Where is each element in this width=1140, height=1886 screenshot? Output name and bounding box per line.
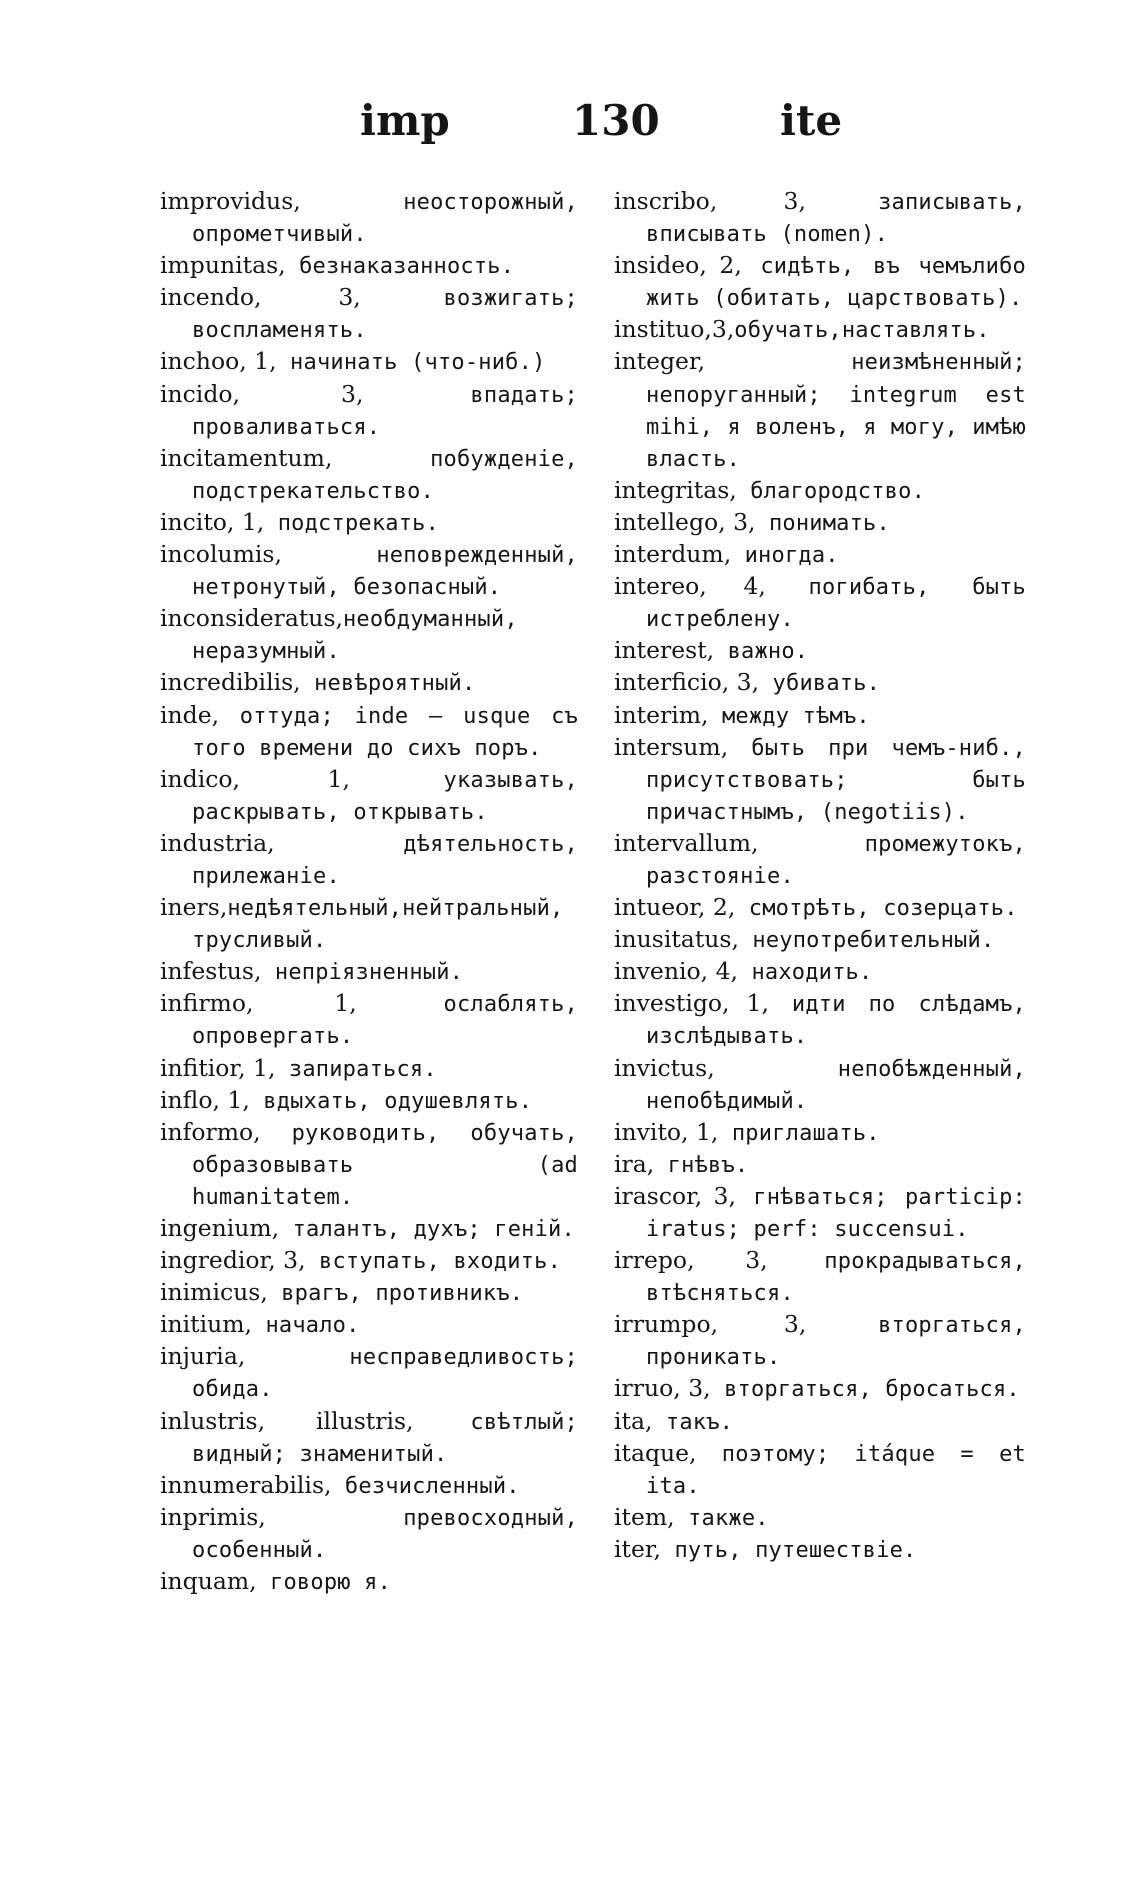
- dictionary-entry: [614, 700, 1026, 732]
- entry-lemma: item,: [614, 1502, 675, 1531]
- entry-lemma: incredibilis,: [160, 668, 301, 697]
- dictionary-entry: [160, 1053, 578, 1085]
- entry-gloss: такъ.: [652, 1409, 734, 1435]
- dictionary-entry: [614, 892, 1026, 924]
- entry-gloss: свѣтлый; видный; знаменитый.: [192, 1409, 578, 1467]
- entry-gloss: погибать, быть истреблену.: [646, 575, 1026, 633]
- entry-lemma: integritas,: [614, 475, 737, 504]
- entry-gloss: промежутокъ, разстояніе.: [646, 831, 1026, 889]
- left-guide-word: imp: [360, 96, 450, 145]
- dictionary-entry: [614, 507, 1026, 539]
- right-column: [614, 186, 1026, 1566]
- entry-lemma: indico, 1,: [160, 764, 350, 793]
- dictionary-entry: [614, 1373, 1026, 1405]
- entry-gloss: убивать.: [759, 671, 881, 697]
- entry-gloss: смотрѣть, созерцать.: [735, 896, 1018, 922]
- entry-lemma: iners,: [160, 893, 228, 922]
- entry-lemma: inprimis,: [160, 1502, 266, 1531]
- entry-gloss: иногда.: [731, 543, 839, 569]
- dictionary-entry: [160, 764, 578, 828]
- dictionary-entry: [160, 700, 578, 764]
- entry-gloss: неизмѣненный; непоруганный; integrum est mihi, я воленъ, я могу, имѣю власть.: [646, 350, 1026, 472]
- entry-lemma: intervallum,: [614, 828, 759, 857]
- dictionary-entry: [614, 1406, 1026, 1438]
- dictionary-entry: [160, 1213, 578, 1245]
- dictionary-entry: [614, 1149, 1026, 1181]
- entry-gloss: путь, путешествіе.: [661, 1537, 917, 1563]
- entry-gloss: необдуманный, неразумный.: [192, 607, 518, 665]
- entry-lemma: intueor, 2,: [614, 893, 736, 922]
- entry-lemma: irascor, 3,: [614, 1181, 736, 1210]
- entry-gloss: понимать.: [755, 510, 890, 536]
- entry-lemma: injuria,: [160, 1342, 246, 1371]
- entry-gloss: невѣроятный.: [300, 671, 476, 697]
- dictionary-entry: [160, 539, 578, 603]
- entry-gloss: талантъ, духъ; геній.: [279, 1217, 575, 1242]
- entry-gloss: неповрежденный, нетронутый, безопасный.: [192, 543, 578, 601]
- dictionary-entry: [614, 732, 1026, 828]
- right-guide-word: ite: [780, 96, 843, 145]
- dictionary-entry: [160, 1245, 578, 1277]
- dictionary-entry: [160, 603, 578, 667]
- entry-lemma: insideo, 2,: [614, 251, 742, 280]
- entry-lemma: irrumpo, 3,: [614, 1310, 807, 1339]
- dictionary-entry: [160, 828, 578, 892]
- entry-lemma: initium,: [160, 1310, 253, 1339]
- entry-gloss: превосходный, особенный.: [192, 1505, 578, 1563]
- entry-gloss: указывать, раскрывать, открывать.: [192, 767, 578, 825]
- entry-lemma: ingredior, 3,: [160, 1246, 306, 1275]
- entry-lemma: interdum,: [614, 540, 732, 569]
- entry-lemma: impunitas,: [160, 251, 286, 280]
- dictionary-entry: [614, 1438, 1026, 1502]
- dictionary-entry: [160, 1309, 578, 1341]
- entry-gloss: вступать, входить.: [305, 1249, 562, 1275]
- dictionary-entry: [160, 250, 578, 282]
- entry-lemma: incitamentum,: [160, 443, 333, 472]
- entry-gloss: возжигать; воспламенять.: [192, 286, 578, 344]
- entry-gloss: вдыхать, одушевлять.: [249, 1088, 533, 1114]
- dictionary-entry: [614, 1181, 1026, 1245]
- page-header: [0, 96, 1140, 156]
- entry-lemma: inimicus,: [160, 1278, 268, 1307]
- dictionary-entry: [614, 1534, 1026, 1566]
- dictionary-entry: [614, 828, 1026, 892]
- dictionary-entry: [160, 1085, 578, 1117]
- entry-lemma: incido, 3,: [160, 379, 364, 408]
- dictionary-entry: [614, 924, 1026, 956]
- entry-lemma: infirmo, 1,: [160, 989, 357, 1018]
- entry-gloss: записывать, вписывать (nomen).: [646, 190, 1026, 248]
- entry-lemma: industria,: [160, 828, 275, 857]
- entry-lemma: incito, 1,: [160, 507, 265, 536]
- dictionary-entry: [160, 1470, 578, 1502]
- entry-gloss: впадать; проваливаться.: [192, 382, 578, 440]
- entry-lemma: iter,: [614, 1534, 661, 1563]
- entry-gloss: безчисленный.: [331, 1473, 520, 1499]
- entry-gloss: поэтому; itáque = et ita.: [646, 1441, 1026, 1499]
- entry-gloss: благородство.: [736, 478, 926, 504]
- dictionary-entry: [160, 667, 578, 699]
- entry-gloss: неупотребительный.: [738, 928, 995, 954]
- entry-lemma: invictus,: [614, 1053, 715, 1082]
- entry-lemma: incolumis,: [160, 540, 282, 569]
- entry-gloss: врагъ, противникъ.: [267, 1281, 524, 1307]
- dictionary-entry: [160, 1341, 578, 1405]
- entry-lemma: invito, 1,: [614, 1117, 719, 1146]
- entry-lemma: ira,: [614, 1149, 655, 1178]
- dictionary-entry: [160, 892, 578, 956]
- entry-gloss: неосторожный, опрометчивый.: [192, 190, 578, 248]
- entry-gloss: несправедливость; обида.: [192, 1345, 578, 1403]
- entry-gloss: также.: [674, 1505, 769, 1531]
- entry-lemma: inusitatus,: [614, 925, 739, 954]
- dictionary-entry: [614, 1309, 1026, 1373]
- entry-lemma: instituo,3,: [614, 315, 735, 344]
- entry-gloss: быть при чемъ-ниб., присутствовать; быть причастнымъ, (negotiis).: [646, 735, 1026, 825]
- entry-gloss: находить.: [738, 960, 873, 986]
- entry-gloss: обучать,наставлять.: [734, 318, 990, 344]
- dictionary-entry: [160, 379, 578, 443]
- entry-gloss: прокрадываться, втѣсняться.: [646, 1249, 1026, 1307]
- entry-lemma: incendo, 3,: [160, 283, 361, 312]
- dictionary-entry: [614, 186, 1026, 250]
- dictionary-entry: [614, 635, 1026, 667]
- dictionary-entry: [160, 443, 578, 507]
- entry-lemma: interficio, 3,: [614, 668, 760, 697]
- entry-gloss: непобѣжденный, непобѣдимый.: [646, 1056, 1026, 1114]
- dictionary-entry: [614, 956, 1026, 988]
- entry-lemma: investigo, 1,: [614, 989, 769, 1018]
- entry-gloss: важно.: [714, 639, 809, 665]
- entry-lemma: intellego, 3,: [614, 507, 756, 536]
- entry-lemma: inconsideratus,: [160, 604, 343, 633]
- entry-gloss: гнѣваться; particip: iratus; perf: succensui.: [646, 1184, 1026, 1242]
- entry-gloss: непріязненный.: [261, 960, 464, 986]
- dictionary-entry: [614, 988, 1026, 1052]
- entry-lemma: inlustris, illustris,: [160, 1406, 414, 1435]
- entry-gloss: ослаблять, опровергать.: [192, 992, 578, 1050]
- entry-gloss: идти по слѣдамъ, изслѣдывать.: [646, 992, 1027, 1050]
- entry-gloss: начало.: [252, 1313, 360, 1339]
- dictionary-entry: [160, 507, 578, 539]
- dictionary-entry: [614, 1053, 1026, 1117]
- dictionary-entry: [160, 956, 578, 988]
- dictionary-entry: [614, 539, 1026, 571]
- entry-gloss: безнаказанность.: [285, 254, 515, 280]
- dictionary-entry: [160, 346, 578, 378]
- entry-lemma: inquam,: [160, 1567, 257, 1596]
- dictionary-entry: [160, 1406, 578, 1470]
- entry-gloss: запираться.: [275, 1056, 437, 1082]
- dictionary-entry: [160, 1117, 578, 1213]
- dictionary-entry: [160, 1566, 578, 1598]
- dictionary-entry: [614, 571, 1026, 635]
- dictionary-entry: [614, 1245, 1026, 1309]
- entry-lemma: improvidus,: [160, 187, 301, 215]
- entry-lemma: inflo, 1,: [160, 1085, 250, 1114]
- dictionary-entry: [160, 186, 578, 250]
- entry-gloss: недѣятельный,нейтральный, трусливый.: [192, 896, 564, 954]
- entry-lemma: ingenium,: [160, 1214, 280, 1242]
- dictionary-entry: [614, 250, 1026, 314]
- entry-lemma: intereo, 4,: [614, 572, 766, 601]
- entry-gloss: вторгаться, бросаться.: [710, 1377, 1020, 1403]
- entry-lemma: inde,: [160, 700, 220, 729]
- entry-gloss: между тѣмъ.: [708, 703, 870, 729]
- entry-gloss: дѣятельность, прилежаніе.: [192, 831, 578, 889]
- dictionary-entry: [160, 988, 578, 1052]
- dictionary-entry: [160, 1277, 578, 1309]
- entry-lemma: irrepo, 3,: [614, 1246, 768, 1275]
- entry-lemma: integer,: [614, 347, 706, 376]
- entry-gloss: руководить, обучать, образовывать (ad humanitatem.: [192, 1120, 578, 1210]
- entry-lemma: intersum,: [614, 732, 729, 761]
- entry-gloss: говорю я.: [256, 1570, 392, 1596]
- entry-gloss: оттуда; inde — usque съ того времени до сихъ поръ.: [192, 703, 578, 761]
- dictionary-entry: [614, 667, 1026, 699]
- dictionary-entry: [614, 475, 1026, 507]
- entry-lemma: invenio, 4,: [614, 957, 738, 986]
- entry-lemma: ita,: [614, 1406, 653, 1435]
- entry-lemma: inchoo, 1,: [160, 347, 277, 376]
- entry-gloss: начинать (что-ниб.): [276, 350, 546, 376]
- dictionary-entry: [614, 1117, 1026, 1149]
- dictionary-entry: [614, 314, 1026, 346]
- left-column: [160, 186, 578, 1598]
- page-number: 130: [572, 96, 660, 145]
- dictionary-entry: [160, 282, 578, 346]
- entry-gloss: подстрекать.: [264, 510, 440, 536]
- entry-lemma: innumerabilis,: [160, 1470, 332, 1499]
- entry-lemma: interest,: [614, 636, 715, 665]
- entry-gloss: приглашать.: [718, 1120, 880, 1146]
- dictionary-entry: [614, 1502, 1026, 1534]
- entry-lemma: informo,: [160, 1117, 261, 1146]
- entry-lemma: irruo, 3,: [614, 1374, 711, 1403]
- entry-gloss: гнѣвъ.: [654, 1152, 749, 1178]
- entry-lemma: interim,: [614, 700, 709, 729]
- entry-lemma: inscribo, 3,: [614, 187, 806, 215]
- entry-lemma: itaque,: [614, 1438, 697, 1467]
- entry-gloss: сидѣть, въ чемълибо жить (обитать, царствовать).: [646, 254, 1027, 312]
- dictionary-entry: [160, 1502, 578, 1566]
- entry-lemma: infitior, 1,: [160, 1053, 276, 1082]
- entry-gloss: вторгаться, проникать.: [646, 1313, 1026, 1371]
- entry-lemma: infestus,: [160, 957, 262, 986]
- entry-gloss: побужденіе, подстрекательство.: [192, 446, 578, 504]
- dictionary-entry: [614, 346, 1026, 474]
